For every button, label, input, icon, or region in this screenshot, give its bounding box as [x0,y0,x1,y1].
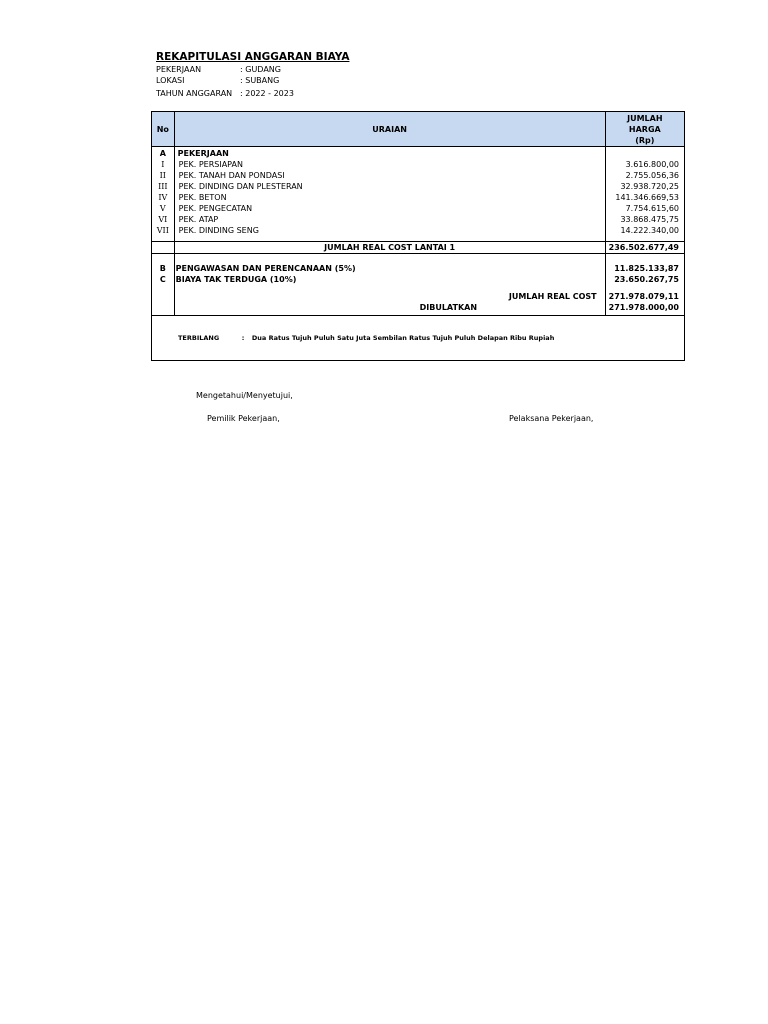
terbilang-colon: : [241,334,245,342]
table-row [152,159,685,170]
header-harga-line2: HARGA [628,124,661,134]
header-jumlah-harga [605,112,684,147]
header-harga-line3: (Rp) [635,135,655,145]
item-value: 33.868.475,75 [620,215,679,224]
item-no: VII [152,225,175,236]
budget-table [151,111,685,361]
item-value: 7.754.615,60 [625,204,679,213]
section-a-label: PEKERJAAN [174,147,605,160]
owner-signature-label: Pemilik Pekerjaan, [207,414,280,423]
section-c-no: C [152,274,175,285]
info-value-tahun: : 2022 - 2023 [240,89,294,98]
item-no: I [152,159,175,170]
contractor-signature-label: Pelaksana Pekerjaan, [509,414,594,423]
table-row [152,214,685,225]
terbilang-text: Dua Ratus Tujuh Puluh Satu Juta Sembilan Ratus Tujuh Puluh Delapan Ribu Rupiah [251,334,555,342]
terbilang-label: TERBILANG [178,334,220,342]
section-b-row [152,263,685,274]
total-value: 271.978.079,11 [608,292,679,301]
total-label: JUMLAH REAL COST [174,291,605,302]
rounded-label: DIBULATKAN [174,302,605,316]
approval-label: Mengetahui/Menyetujui, [196,391,293,400]
document-title: REKAPITULASI ANGGARAN BIAYA [156,51,350,63]
section-a-row [152,147,685,160]
section-a-no: A [152,147,175,160]
rounded-row [152,302,685,316]
info-label-pekerjaan: PEKERJAAN [156,65,202,74]
item-no: III [152,181,175,192]
item-no: II [152,170,175,181]
section-b-value: 11.825.133,87 [614,264,679,273]
item-no: IV [152,192,175,203]
info-label-lokasi: LOKASI [156,76,185,85]
table-row [152,192,685,203]
info-value-pekerjaan: : GUDANG [240,65,281,74]
item-no: VI [152,214,175,225]
item-label: PEK. DINDING DAN PLESTERAN [174,181,605,192]
item-label: PEK. BETON [174,192,605,203]
item-value: 14.222.340,00 [620,226,679,235]
item-label: PEK. PENGECATAN [174,203,605,214]
item-value: 141.346.669,53 [615,193,679,202]
item-label: PEK. ATAP [174,214,605,225]
table-header-row [152,112,685,147]
table-row [152,170,685,181]
info-value-lokasi: : SUBANG [240,76,280,85]
subtotal-value: 236.502.677,49 [605,242,684,254]
total-row [152,291,685,302]
table-row [152,181,685,192]
rounded-value: 271.978.000,00 [608,303,679,312]
item-label: PEK. DINDING SENG [174,225,605,236]
item-value: 3.616.800,00 [625,160,679,169]
item-no: V [152,203,175,214]
item-value: 32.938.720,25 [620,182,679,191]
subtotal-row [152,242,685,254]
table-row [152,203,685,214]
info-label-tahun: TAHUN ANGGARAN [156,89,233,98]
section-c-row [152,274,685,285]
header-harga-line1: JUMLAH [627,113,663,123]
header-uraian: URAIAN [174,112,605,147]
table-row [152,225,685,236]
header-no: No [152,112,175,147]
section-b-no: B [152,263,175,274]
item-value: 2.755.056,36 [625,171,679,180]
terbilang-row [152,316,685,361]
section-c-label: BIAYA TAK TERDUGA (10%) [174,274,605,285]
section-c-value: 23.650.267,75 [614,275,679,284]
subtotal-label: JUMLAH REAL COST LANTAI 1 [174,242,605,254]
item-label: PEK. TANAH DAN PONDASI [174,170,605,181]
section-b-label: PENGAWASAN DAN PERENCANAAN (5%) [174,263,605,274]
item-label: PEK. PERSIAPAN [174,159,605,170]
